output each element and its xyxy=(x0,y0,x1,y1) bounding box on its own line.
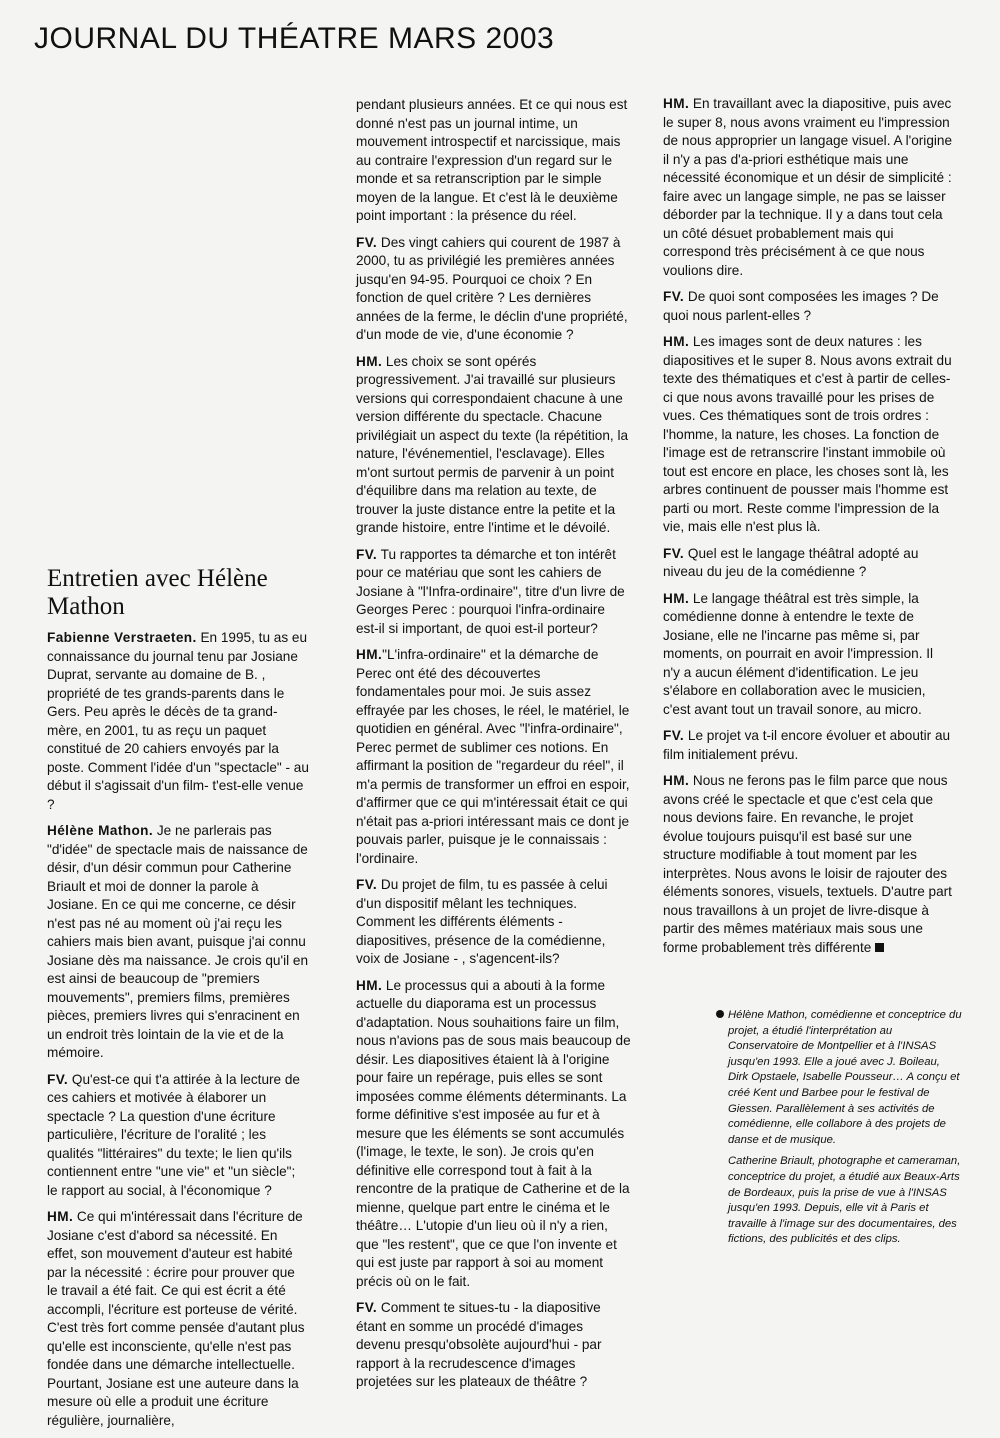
paragraph xyxy=(356,546,631,639)
column-1 xyxy=(47,565,309,1438)
speaker: HM. xyxy=(356,977,383,993)
paragraph xyxy=(356,96,631,226)
paragraph xyxy=(663,727,953,764)
author-bios xyxy=(728,1008,963,1254)
paragraph-text: Ce qui m'intéressait dans l'écriture de Josiane c'est d'abord sa nécessité. En effet, son mouvement d'auteur est habité par la nécessité : écrire pour prouver que le travail a été fait. Ce qui est écrit a été accompli, l'écriture est porteuse de vérité. C'est très fort comme pensée d'autant plus qu'elle est inconsciente, qu'elle n'est pas fondée dans une démarche intellectuelle. Pourtant, Josiane est une auteure dans la mesure où elle a produit une écriture régulière, journalière, xyxy=(47,1209,305,1428)
speaker: HM. xyxy=(663,773,690,788)
paragraph xyxy=(663,590,953,720)
paragraph-text: Les images sont de deux natures : les diapositives et le super 8. Nous avons extrait du texte des thématiques et c'est à partir de celles-ci que nous avons travaillé pour les prises de vues. Ces thématiques sont de trois ordres : l'homme, la nature, les choses. La fonction de l'image est de retranscrire l'instant immobile où tout est encore en place, les choses sont là, les arbres continuent de pousser mais l'homme est parti ou mort. Reste comme l'impression de la vie, mais elle n'est plus là. xyxy=(663,334,952,534)
paragraph xyxy=(356,646,631,868)
speaker: FV. xyxy=(356,1300,378,1315)
end-mark-icon xyxy=(875,943,884,952)
paragraph-text: Le langage théâtral est très simple, la comédienne donne à entendre le texte de Josiane, elle ne l'incarne pas même si, par moments, on pourrait en avoir l'impression. Il n'y a aucun élément d'identification. Le jeu s'élabore en collaboration avec le musicien, c'est avant tout un travail sonore, au micro. xyxy=(663,590,934,717)
speaker: HM. xyxy=(663,334,690,349)
bio-paragraph xyxy=(728,1008,963,1148)
speaker: HM. xyxy=(663,590,690,606)
paragraph xyxy=(663,545,953,582)
paragraph-text: Je ne parlerais pas "d'idée" de spectacle mais de naissance de désir, d'un désir commun pour Catherine Briault et moi de donner la parole à Josiane. En ce qui me concerne, ce désir n'est pas né au moment où j'ai reçu les cahiers mais bien avant, puisque j'ai connu Josiane dès ma naissance. Je crois qu'il en est ainsi de beaucoup de "premiers mouvements", premiers films, premières pièces, premiers livres qui s'enracinent en un endroit très lointain de la vie et de la mémoire. xyxy=(47,823,309,1060)
paragraph-text: Nous ne ferons pas le film parce que nous avons créé le spectacle et que c'est cela que nous devions faire. En revanche, le projet évolue toujours puisqu'il est basé sur une structure modifiable à tout moment par les interprètes. Nous avons le loisir de rajouter des éléments sonores, visuels, textuels. D'autre part nous travaillons à un projet de livre-disque à partir des mêmes matériaux mais sous une forme probablement très différente xyxy=(663,773,952,955)
paragraph-text: Le processus qui a abouti à la forme actuelle du diaporama est un processus d'adaptation. Nous souhaitions faire un film, nous n'avions pas de sous mais beaucoup de désir. Les diapositives étaient là à l'origine pour faire un repérage, puis elles se sont imposées comme éléments déterminants. La forme définitive s'est imposée au fur et à mesure que les éléments se sont accumulés (l'image, le texte, le son). Je crois qu'en définitive elle correspond tout à fait à la rencontre de la pratique de Catherine et de la mienne, quelque part entre le cinéma et le théâtre… L'utopie d'un lieu où il n'y a rien, que "les restent", que ce que l'on invente et qui est juste par rapport à soi au moment précis où on le fait. xyxy=(356,977,631,1289)
speaker: HM. xyxy=(356,647,383,662)
paragraph-text: Qu'est-ce qui t'a attirée à la lecture de ces cahiers et motivée à élaborer un spectacle ? La question d'une écriture particulière, l'écriture de l'oralité ; les qualités "littéraires" du texte; le lien qu'ils contiennent entre "une vie" et "un siècle"; le rapport au social, à l'économique ? xyxy=(47,1071,300,1198)
speaker: FV. xyxy=(47,1071,69,1087)
speaker: Hélène Mathon. xyxy=(47,823,154,838)
paragraph xyxy=(356,353,631,538)
paragraph xyxy=(663,772,953,957)
paragraph xyxy=(356,234,631,345)
speaker: HM. xyxy=(47,1209,74,1224)
paragraph-text: Comment te situes-tu - la diapositive étant en somme un procédé d'images devenu presqu'obsolète aujourd'hui - par rapport à la recrudescence d'images projetées sur les plateaux de théâtre ? xyxy=(356,1300,602,1389)
paragraph-text: Quel est le langage théâtral adopté au niveau du jeu de la comédienne ? xyxy=(663,545,919,579)
paragraph xyxy=(356,1299,631,1392)
paragraph-text: Du projet de film, tu es passée à celui d'un dispositif mêlant les techniques. Comment les différents éléments - diapositives, présence de la comédienne, voix de Josiane - , s'agencent-ils? xyxy=(356,877,608,966)
paragraph-text: Les choix se sont opérés progressivement. J'ai travaillé sur plusieurs versions qui correspondaient chacune à une version différente du spectacle. Chacune privilégiait un aspect du texte (la répétition, la nature, l'événementiel, l'esclavage). Elles m'ont surtout permis de parvenir à un point d'équilibre dans ma relation au texte, de trouver la juste distance entre la petite et la grande histoire, entre l'intime et le dévoilé. xyxy=(356,353,629,535)
paragraph xyxy=(663,95,953,280)
paragraph-text: pendant plusieurs années. Et ce qui nous est donné n'est pas un journal intime, un mouvement introspectif et narcissique, mais au contraire l'expression d'un regard sur le monde et sa retranscription par le simple moyen de la langue. Et c'est là le deuxième point important : la présence du réel. xyxy=(356,97,628,223)
speaker: HM. xyxy=(663,96,690,111)
speaker: FV. xyxy=(356,877,378,892)
paragraph-text: Tu rapportes ta démarche et ton intérêt pour ce matériau que sont les cahiers de Josiane à "l'Infra-ordinaire", titre d'un livre de Georges Perec : pourquoi l'infra-ordinaire est-il si important, de quoi est-il porteur? xyxy=(356,546,625,636)
article-title: Entretien avec Hélène Mathon xyxy=(47,565,268,620)
speaker: Fabienne Verstraeten. xyxy=(47,630,197,645)
speaker: FV. xyxy=(663,545,685,561)
column-2 xyxy=(356,96,631,1400)
paragraph xyxy=(47,822,309,1063)
paragraph-text: Le projet va t-il encore évoluer et aboutir au film initialement prévu. xyxy=(663,728,951,762)
page-header: JOURNAL DU THÉATRE MARS 2003 xyxy=(34,22,555,55)
speaker: FV. xyxy=(356,234,378,250)
speaker: FV. xyxy=(663,289,685,304)
paragraph xyxy=(47,1071,309,1201)
paragraph-text: De quoi sont composées les images ? De quoi nous parlent-elles ? xyxy=(663,289,939,323)
paragraph xyxy=(47,629,309,814)
column-3 xyxy=(663,95,953,965)
paragraph-text: Des vingt cahiers qui courent de 1987 à 2000, tu as privilégié les premières années jusqu'en 94-95. Pourquoi ce choix ? En fonction de quel critère ? Les dernières années de la ferme, le déclin d'une propriété, d'un mode de vie, d'une économie ? xyxy=(356,234,628,342)
paragraph xyxy=(47,1208,309,1430)
paragraph xyxy=(356,876,631,969)
paragraph xyxy=(663,333,953,537)
paragraph-text: En 1995, tu as eu connaissance du journal tenu par Josiane Duprat, servante au domaine de B. , propriété de tes grands-parents dans le Gers. Peu après le décès de ta grand-mère, en 2001, tu as reçu un paquet constitué de 20 cahiers envoyés par la poste. Comment l'idée d'un "spectacle" - au début il s'agissait d'un film- t'est-elle venue ? xyxy=(47,630,309,812)
paragraph-text: En travaillant avec la diapositive, puis avec le super 8, nous avons vraiment eu l'impression de nous approprier un langage visuel. A l'origine il n'y a pas d'a-priori esthétique mais une nécessité économique et un désir de simplicité : faire avec un langage simple, ne pas se laisser déborder par la technique. Il y a dans tout cela un côté désuet probablement mais qui correspond très précisément à ce que nous voulions dire. xyxy=(663,96,953,278)
bio-text: Catherine Briault, photographe et cameraman, conceptrice du projet, a étudié aux Beaux-Arts de Bordeaux, puis la prise de vue à l'INSAS jusqu'en 1993. Depuis, elle vit à Paris et travaille à l'image sur des documentaires, des fictions, des publicités et des clips. xyxy=(728,1155,961,1246)
bullet-icon xyxy=(716,1010,724,1018)
paragraph xyxy=(356,977,631,1292)
speaker: HM. xyxy=(356,353,383,369)
speaker: FV. xyxy=(663,728,685,743)
speaker: FV. xyxy=(356,546,378,562)
bio-text: Hélène Mathon, comédienne et conceptrice du projet, a étudié l'interprétation au Conservatoire de Montpellier et à l'INSAS jusqu'en 1993. Elle a joué avec J. Boileau, Dirk Opstaele, Isabelle Pousseur… A conçu et créé Kent und Barbee pour le festival de Giessen. Parallèlement à ses activités de comédienne, elle collabore à des projets de danse et de musique. xyxy=(728,1009,962,1146)
bio-paragraph xyxy=(728,1154,963,1248)
paragraph-text: "L'infra-ordinaire" et la démarche de Perec ont été des découvertes fondamentales pour moi. Je suis assez effrayée par les choses, le réel, le matériel, le quotidien en général. Avec "l'infra-ordinaire", Perec permet de sublimer ces notions. En affirmant la position de "regardeur du réel", il m'a permis de transformer un effroi en espoir, d'affirmer que ce qui m'intéressait était ce qui n'était pas a-priori intéressant mais ce dont je pouvais parler, puisque je le connaissais : l'ordinaire. xyxy=(356,647,630,866)
paragraph xyxy=(663,288,953,325)
